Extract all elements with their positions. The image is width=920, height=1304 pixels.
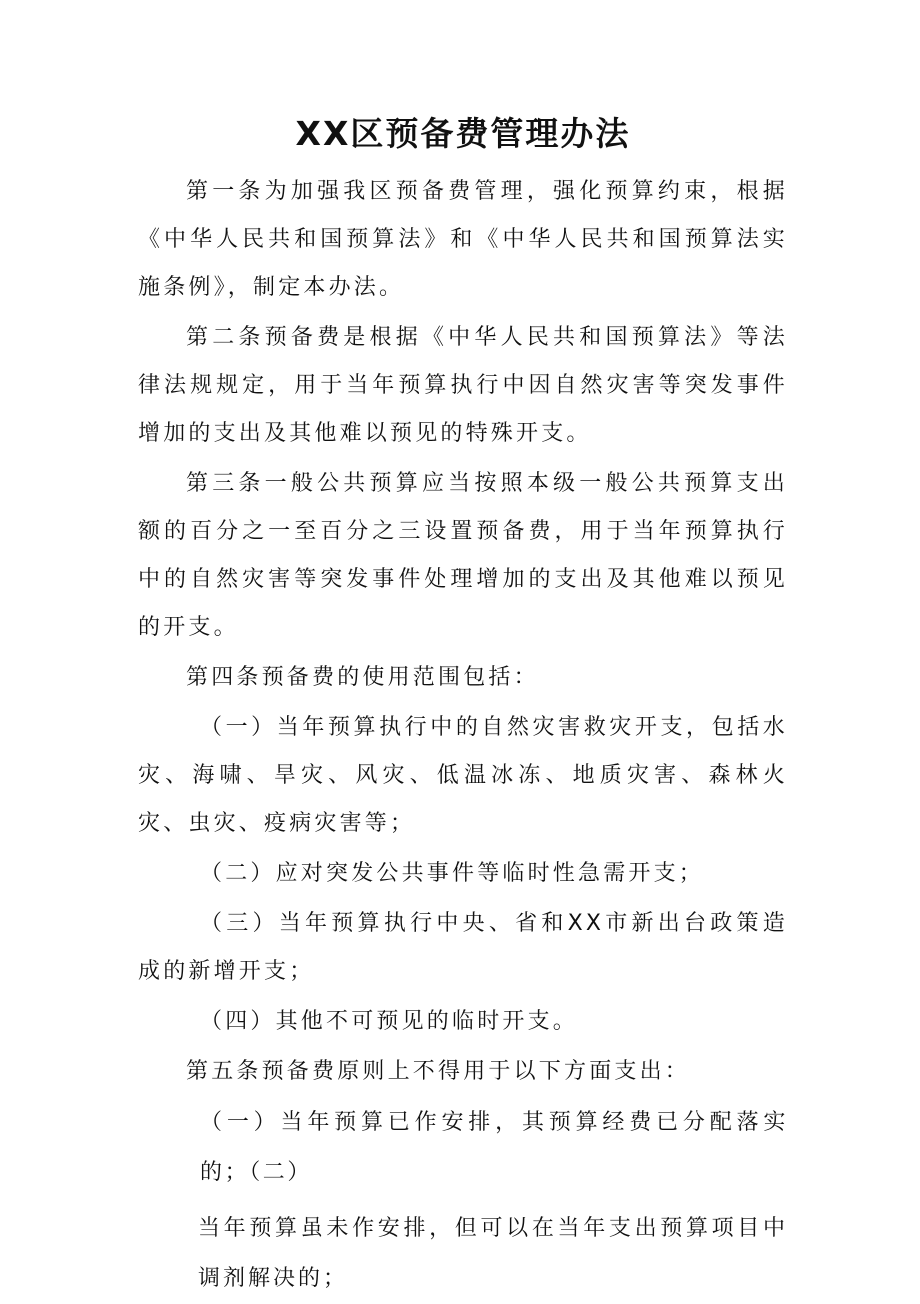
document-title: XX区预备费管理办法 [295,114,631,153]
article-5-item-2: 当年预算虽未作安排，但可以在当年支出预算项目中调剂解决的； [198,1216,788,1291]
article-4-item-1: （一）当年预算执行中的自然灾害救灾开支，包括水灾、海啸、旱灾、风灾、低温冰冻、地质灾害、森林火灾、虫灾、疫病灾害等； [138,715,788,836]
article-3: 第三条一般公共预算应当按照本级一般公共预算支出额的百分之一至百分之三设置预备费，用于当年预算执行中的自然灾害等突发事件处理增加的支出及其他难以预见的开支。 [138,471,788,640]
article-4: 第四条预备费的使用范围包括： [186,665,539,690]
article-5: 第五条预备费原则上不得用于以下方面支出： [186,1059,691,1084]
article-4-item-3: （三）当年预算执行中央、省和XX市新出台政策造成的新增开支； [138,911,788,984]
article-4-item-2: （二）应对突发公共事件等临时性急需开支； [200,861,705,886]
article-2: 第二条预备费是根据《中华人民共和国预算法》等法律法规规定，用于当年预算执行中因自然灾害等突发事件增加的支出及其他难以预见的特殊开支。 [138,325,788,446]
article-1: 第一条为加强我区预备费管理，强化预算约束，根据《中华人民共和国预算法》和《中华人民共和国预算法实施条例》，制定本办法。 [138,179,788,300]
article-4-item-4: （四）其他不可预见的临时开支。 [200,1009,579,1034]
article-5-item-1: （一）当年预算已作安排，其预算经费已分配落实的；（二） [200,1110,788,1185]
